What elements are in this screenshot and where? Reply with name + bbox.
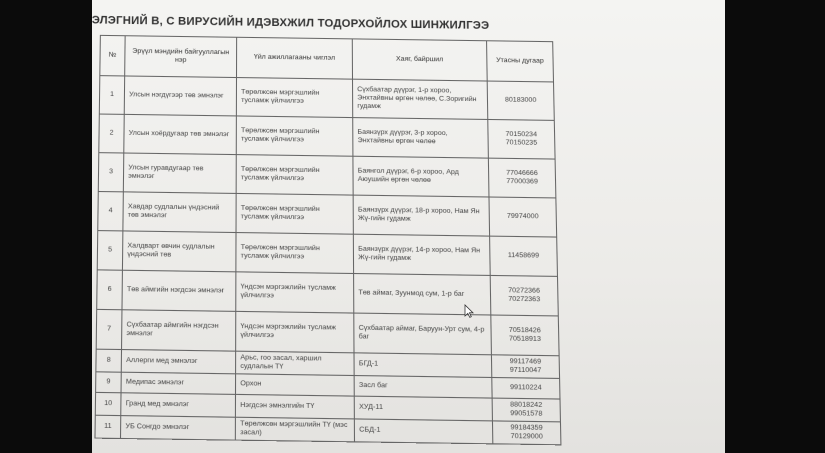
table-row — [99, 114, 555, 159]
cell-num: 10 — [95, 392, 121, 415]
left-dark-border — [0, 0, 92, 453]
cell-service: Орхон — [235, 374, 354, 396]
document-sheet — [86, 6, 575, 446]
cell-phone: 11458699 — [490, 236, 558, 276]
cell-service: Төрөлжсөн мэргэшлийн тусламж үйлчилгээ — [236, 233, 354, 274]
cell-org: Улсын гуравдугаар төв эмнэлэг — [123, 153, 236, 193]
cell-phone: 79974000 — [489, 197, 557, 237]
cell-num: 7 — [96, 309, 122, 349]
cell-num: 8 — [96, 349, 122, 372]
cell-org: Медипас эмнэлэг — [121, 372, 236, 394]
cell-org: Сүхбаатар аймгийн нэгдсэн эмнэлэг — [122, 310, 236, 351]
cell-phone: 88018242 99051578 — [492, 398, 560, 422]
cell-address: Сүхбаатар дүүрэг, 1-р хороо, Энхтайвны өргөн чөлөө, С.Зоригийн гудамж — [353, 79, 488, 119]
cell-address: Засл баг — [354, 376, 492, 399]
cell-org: Халдварт өвчин судлалын үндэсний төв — [122, 231, 236, 272]
cell-address: Сүхбаатар аймаг, Баруун-Урт сум, 4-р баг — [354, 313, 492, 355]
cell-num: 11 — [95, 415, 121, 438]
cell-address: ХУД-11 — [354, 396, 492, 421]
table-row — [96, 309, 559, 355]
cell-service: Төрөлжсөн мэргэшлийн тусламж үйлчилгээ — [236, 78, 352, 118]
cell-org: Гранд мед эмнэлэг — [121, 393, 236, 417]
table-header-row — [100, 35, 554, 82]
cell-org: Хавдар судлалын үндэсний төв эмнэлэг — [123, 192, 236, 233]
cell-phone: 77046666 77000369 — [488, 158, 555, 198]
cell-org: Төв аймгийн нэгдсэн эмнэлэг — [122, 270, 236, 311]
cell-num: 5 — [97, 231, 123, 271]
header-address: Хаяг, байршил — [352, 39, 487, 81]
cell-address: Баянзүрх дүүрэг, 3-р хороо, Энхтайвны өргөн чөлөө — [353, 118, 489, 159]
cell-phone: 70272366 70272363 — [490, 275, 558, 316]
cell-org: Улсын нэгдүгээр төв эмнэлэг — [124, 76, 236, 116]
cell-address: Баянзүрх дүүрэг, 18-р хороо, Нам Ян Жү-гийн гудамж — [353, 195, 489, 236]
cell-service: Төрөлжсөн мэргэшлийн тусламж үйлчилгээ — [236, 193, 353, 234]
cell-service: Нэгдсэн эмнэлгийн ТҮ — [235, 394, 354, 419]
document-title: ЭЛЭГНИЙ B, C ВИРУСИЙН ИДЭВХЖИЛ ТОДОРХОЙЛОХ ШИНЖИЛГЭЭ — [91, 14, 490, 33]
table-row — [98, 191, 557, 237]
cell-phone: 99184359 70129000 — [492, 421, 560, 445]
cell-phone: 99110224 — [492, 377, 560, 399]
cell-org: Аллерги мед эмнэлэг — [121, 350, 235, 374]
header-num: № — [100, 35, 125, 76]
cell-org: УБ Сонгдо эмнэлэг — [120, 416, 235, 441]
cell-num: 3 — [98, 153, 124, 192]
cell-phone: 70150234 70150235 — [488, 119, 555, 159]
cell-org: Улсын хоёрдугаар төв эмнэлэг — [124, 114, 237, 154]
table-row — [99, 76, 554, 121]
cell-num: 6 — [97, 270, 123, 310]
cell-service: Төрөлжсөн мэргэшлийн тусламж үйлчилгээ — [236, 155, 353, 196]
cell-phone: 70518426 70518913 — [491, 315, 559, 356]
header-phone: Утасны дугаар — [487, 41, 554, 82]
cell-service: Үндсэн мэргэжлийн тусламж үйлчилгээ — [236, 272, 354, 313]
cell-phone: 99117469 97110047 — [491, 355, 559, 379]
table-row — [98, 153, 556, 198]
right-dark-border — [725, 0, 825, 453]
cell-address: СБД-1 — [354, 419, 492, 444]
table-row — [97, 231, 557, 277]
cell-num: 9 — [96, 372, 122, 393]
cell-address: БГД-1 — [354, 353, 492, 378]
cell-service: Төрөлжсөн мэргэшлийн ТҮ (мэс засал) — [235, 417, 354, 442]
mouse-cursor-icon — [464, 304, 474, 318]
cell-service: Төрөлжсөн мэргэшлийн тусламж үйлчилгээ — [236, 116, 353, 156]
table-row — [97, 270, 559, 316]
cell-service: Арьс, гоо засал, харшил судлалын ТҮ — [236, 351, 355, 375]
cell-address: Баянгол дүүрэг, 6-р хороо, Ард Аюушийн өргөн чөлөө — [353, 156, 489, 197]
cell-num: 4 — [98, 191, 124, 230]
cell-address: Төв аймаг, Зуунмод сум, 1-р баг — [354, 274, 491, 315]
cell-phone: 80183000 — [487, 81, 554, 120]
header-service: Үйл ажиллагааны чиглэл — [237, 37, 353, 79]
cell-service: Үндсэн мэргэжлийн тусламж үйлчилгээ — [236, 311, 354, 352]
cell-num: 2 — [99, 114, 124, 153]
cell-num: 1 — [99, 76, 124, 115]
cell-address: Баянзүрх дүүрэг, 14-р хороо, Нам Ян Жү-гийн гудамж — [353, 234, 490, 275]
clinic-table — [94, 35, 561, 445]
header-org: Эрүүл мэндийн байгууллагын нэр — [125, 36, 237, 78]
